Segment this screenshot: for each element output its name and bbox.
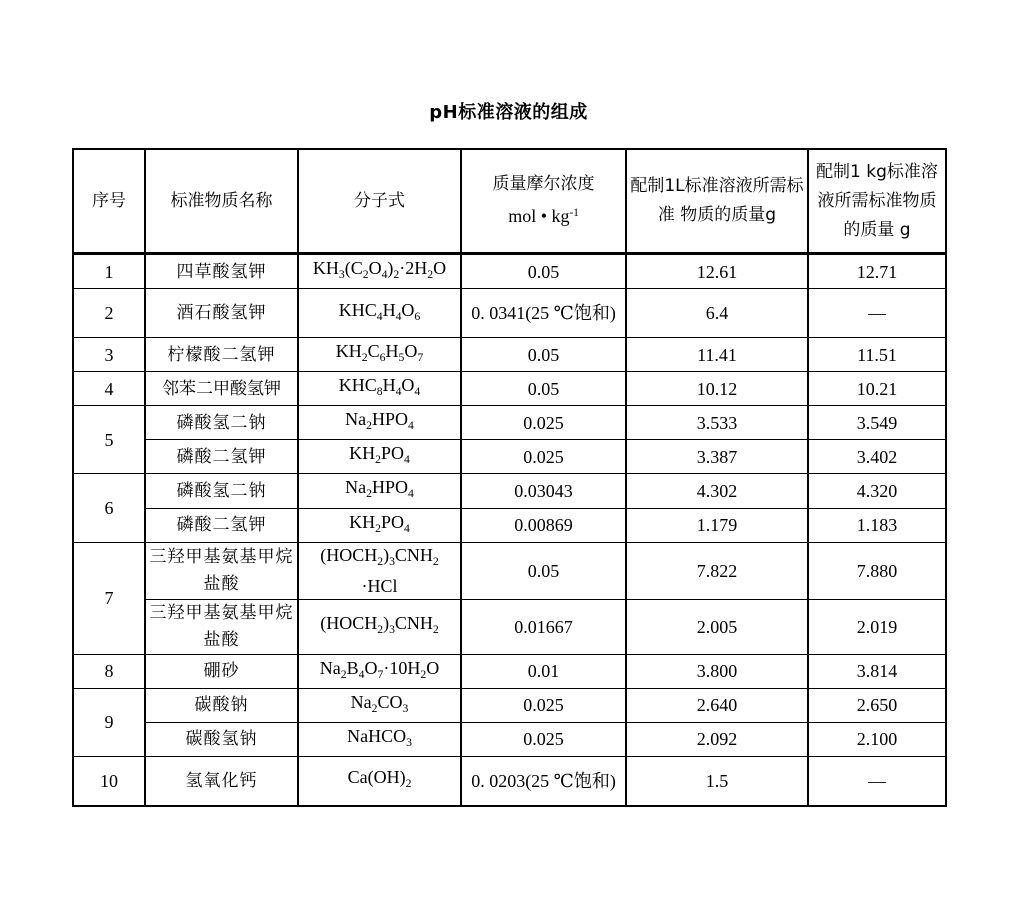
header-row — [73, 149, 946, 254]
cell-molality: 0.025 — [461, 406, 626, 440]
cell-formula: $Na_2B_4O_7\cdot 10H_2O$ — [298, 654, 461, 688]
cell-per-kg: — — [808, 289, 946, 338]
table-row — [73, 254, 946, 289]
cell-name: 磷酸氢二钠 — [145, 406, 298, 440]
cell-per-liter: 2.092 — [626, 722, 808, 756]
table-row — [73, 722, 946, 756]
cell-per-kg: 3.549 — [808, 406, 946, 440]
cell-name: 碳酸钠 — [145, 688, 298, 722]
cell-formula: $KH_3(C_2O_4)_2\cdot 2H_2O$ — [298, 254, 461, 289]
cell-name: 硼砂 — [145, 654, 298, 688]
cell-formula: $KH_2PO_4$ — [298, 440, 461, 474]
cell-per-kg: — — [808, 756, 946, 806]
cell-per-liter: 6.4 — [626, 289, 808, 338]
header-no: 序号 — [73, 149, 145, 254]
cell-molality: 0.05 — [461, 254, 626, 289]
cell-molality: 0.025 — [461, 722, 626, 756]
cell-per-kg: 2.019 — [808, 599, 946, 654]
table-row — [73, 338, 946, 372]
cell-formula: $KHC_4H_4O_6$ — [298, 289, 461, 338]
cell-name: 邻苯二甲酸氢钾 — [145, 372, 298, 406]
cell-name: 三羟甲基氨基甲烷盐酸 — [145, 599, 298, 654]
cell-molality: 0.05 — [461, 338, 626, 372]
cell-molality: 0.01667 — [461, 599, 626, 654]
cell-name: 三羟甲基氨基甲烷盐酸 — [145, 542, 298, 599]
cell-name: 磷酸二氢钾 — [145, 508, 298, 542]
cell-per-liter: 3.387 — [626, 440, 808, 474]
cell-formula: $Na_2HPO_4$ — [298, 474, 461, 508]
cell-no: 4 — [73, 372, 145, 406]
cell-per-kg: 12.71 — [808, 254, 946, 289]
cell-per-kg: 11.51 — [808, 338, 946, 372]
table-row — [73, 508, 946, 542]
cell-molality: 0. 0203(25 ℃饱和) — [461, 756, 626, 806]
cell-molality: 0.025 — [461, 688, 626, 722]
cell-per-kg: 1.183 — [808, 508, 946, 542]
table-row — [73, 542, 946, 599]
header-per-kg: 配制1 kg标准溶液所需标准物质的质量 g — [808, 149, 946, 254]
table-row — [73, 756, 946, 806]
cell-no: 5 — [73, 406, 145, 474]
cell-per-liter: 11.41 — [626, 338, 808, 372]
cell-per-kg: 10.21 — [808, 372, 946, 406]
cell-per-liter: 1.179 — [626, 508, 808, 542]
cell-name: 酒石酸氢钾 — [145, 289, 298, 338]
table-row — [73, 599, 946, 654]
cell-per-kg: 2.100 — [808, 722, 946, 756]
cell-name: 磷酸二氢钾 — [145, 440, 298, 474]
header-per-liter: 配制1L标准溶液所需标准 物质的质量g — [626, 149, 808, 254]
cell-formula: $KH_2C_6H_5O_7$ — [298, 338, 461, 372]
cell-no: 8 — [73, 654, 145, 688]
cell-formula: $KH_2PO_4$ — [298, 508, 461, 542]
cell-molality: 0.00869 — [461, 508, 626, 542]
cell-per-liter: 7.822 — [626, 542, 808, 599]
table-title: pH标准溶液的组成 — [429, 102, 588, 123]
table-row — [73, 440, 946, 474]
cell-no: 1 — [73, 254, 145, 289]
cell-per-liter: 3.533 — [626, 406, 808, 440]
table-row — [73, 289, 946, 338]
table-row — [73, 654, 946, 688]
cell-per-kg: 2.650 — [808, 688, 946, 722]
cell-per-liter: 1.5 — [626, 756, 808, 806]
cell-formula: NaHCO$_3$ — [298, 722, 461, 756]
header-molality — [461, 149, 626, 254]
cell-name: 磷酸氢二钠 — [145, 474, 298, 508]
cell-name: 氢氧化钙 — [145, 756, 298, 806]
cell-per-kg: 4.320 — [808, 474, 946, 508]
table-row — [73, 406, 946, 440]
cell-per-liter: 4.302 — [626, 474, 808, 508]
table-row — [73, 474, 946, 508]
header-name: 标准物质名称 — [145, 149, 298, 254]
cell-molality: 0.01 — [461, 654, 626, 688]
cell-no: 3 — [73, 338, 145, 372]
table-row — [73, 372, 946, 406]
cell-per-liter: 10.12 — [626, 372, 808, 406]
header-molality-unit: mol • $kg^{-1}$ — [508, 206, 579, 227]
cell-molality: 0.025 — [461, 440, 626, 474]
cell-name: 碳酸氢钠 — [145, 722, 298, 756]
cell-formula: $KHC_8H_4O_4$ — [298, 372, 461, 406]
header-formula: 分子式 — [298, 149, 461, 254]
cell-formula: $(HOCH_2)_3CNH_2$ ·HCl — [298, 542, 461, 599]
cell-name: 四草酸氢钾 — [145, 254, 298, 289]
cell-molality: 0.05 — [461, 542, 626, 599]
cell-per-kg: 3.402 — [808, 440, 946, 474]
cell-formula: $(HOCH_2)_3CNH_2$ — [298, 599, 461, 654]
cell-per-liter: 12.61 — [626, 254, 808, 289]
cell-no: 6 — [73, 474, 145, 542]
cell-per-liter: 3.800 — [626, 654, 808, 688]
cell-formula: $Ca(OH)_2$ — [298, 756, 461, 806]
cell-molality: 0.05 — [461, 372, 626, 406]
cell-per-liter: 2.005 — [626, 599, 808, 654]
cell-molality: 0.03043 — [461, 474, 626, 508]
cell-formula: $Na_2CO_3$ — [298, 688, 461, 722]
cell-name: 柠檬酸二氢钾 — [145, 338, 298, 372]
table-row — [73, 688, 946, 722]
cell-per-liter: 2.640 — [626, 688, 808, 722]
cell-no: 7 — [73, 542, 145, 654]
cell-no: 10 — [73, 756, 145, 806]
cell-no: 2 — [73, 289, 145, 338]
header-molality-label: 质量摩尔浓度 — [492, 173, 595, 194]
cell-no: 9 — [73, 688, 145, 756]
ph-standard-table — [72, 148, 947, 807]
cell-per-kg: 3.814 — [808, 654, 946, 688]
cell-per-kg: 7.880 — [808, 542, 946, 599]
cell-formula: $Na_2HPO_4$ — [298, 406, 461, 440]
cell-molality: 0. 0341(25 ℃饱和) — [461, 289, 626, 338]
